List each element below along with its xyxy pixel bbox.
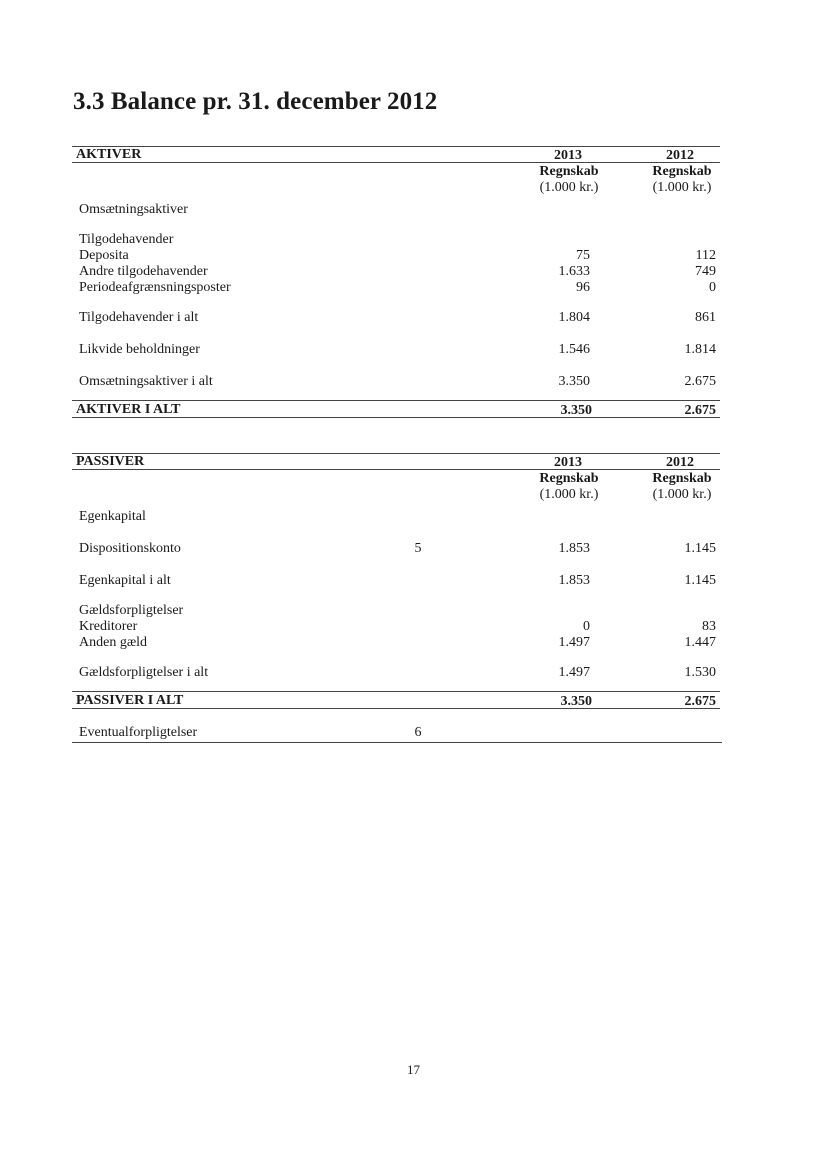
table-row: Anden gæld 1.497 1.447 <box>79 635 716 650</box>
subtotal-row: Omsætningsaktiver i alt 3.350 2.675 <box>79 374 716 389</box>
col-year-2013: 2013 <box>554 148 582 163</box>
table-row: Dispositionskonto 5 1.853 1.145 <box>79 541 716 556</box>
group-label: Egenkapital <box>79 509 146 524</box>
col-basis-2012: Regnskab <box>652 471 712 486</box>
subtotal-row: Tilgodehavender i alt 1.804 861 <box>79 310 716 325</box>
passiver-table <box>72 453 720 713</box>
passiver-col-subheader <box>72 471 720 509</box>
subtotal-row: Gældsforpligtelser i alt 1.497 1.530 <box>79 665 716 680</box>
col-year-2013: 2013 <box>554 455 582 470</box>
col-unit-2012: (1.000 kr.) <box>652 487 712 502</box>
col-unit-2012: (1.000 kr.) <box>652 180 712 195</box>
aktiver-col-subheader <box>72 164 720 202</box>
col-unit-2013: (1.000 kr.) <box>539 487 599 502</box>
col-year-2012: 2012 <box>666 148 694 163</box>
page-title: 3.3 Balance pr. 31. december 2012 <box>73 88 438 115</box>
note-reference: 5 <box>414 541 422 556</box>
col-basis-2013: Regnskab <box>539 471 599 486</box>
col-unit-2013: (1.000 kr.) <box>539 180 599 195</box>
table-row: Kreditorer 0 83 <box>79 619 716 634</box>
col-year-2012: 2012 <box>666 455 694 470</box>
note-reference: 6 <box>414 725 422 740</box>
passiver-heading: PASSIVER <box>76 454 145 469</box>
page-number: 17 <box>407 1062 420 1077</box>
table-row: Likvide beholdninger 1.546 1.814 <box>79 342 716 357</box>
passiver-total-row: PASSIVER I ALT 3.350 2.675 <box>72 691 720 713</box>
table-row: Andre tilgodehavender 1.633 749 <box>79 264 716 279</box>
group-label: Omsætningsaktiver <box>79 202 188 217</box>
aktiver-heading: AKTIVER <box>76 147 142 162</box>
aktiver-total-row: AKTIVER I ALT 3.350 2.675 <box>72 400 720 422</box>
subtotal-row: Egenkapital i alt 1.853 1.145 <box>79 573 716 588</box>
col-basis-2013: Regnskab <box>539 164 599 179</box>
table-row: Deposita 75 112 <box>79 248 716 263</box>
eventual-row: Eventualforpligtelser 6 <box>72 725 722 743</box>
subgroup-label: Tilgodehavender <box>79 232 174 247</box>
aktiver-table <box>72 146 720 422</box>
subgroup-label: Gældsforpligtelser <box>79 603 184 618</box>
table-row: Periodeafgrænsningsposter 96 0 <box>79 280 716 295</box>
col-basis-2012: Regnskab <box>652 164 712 179</box>
